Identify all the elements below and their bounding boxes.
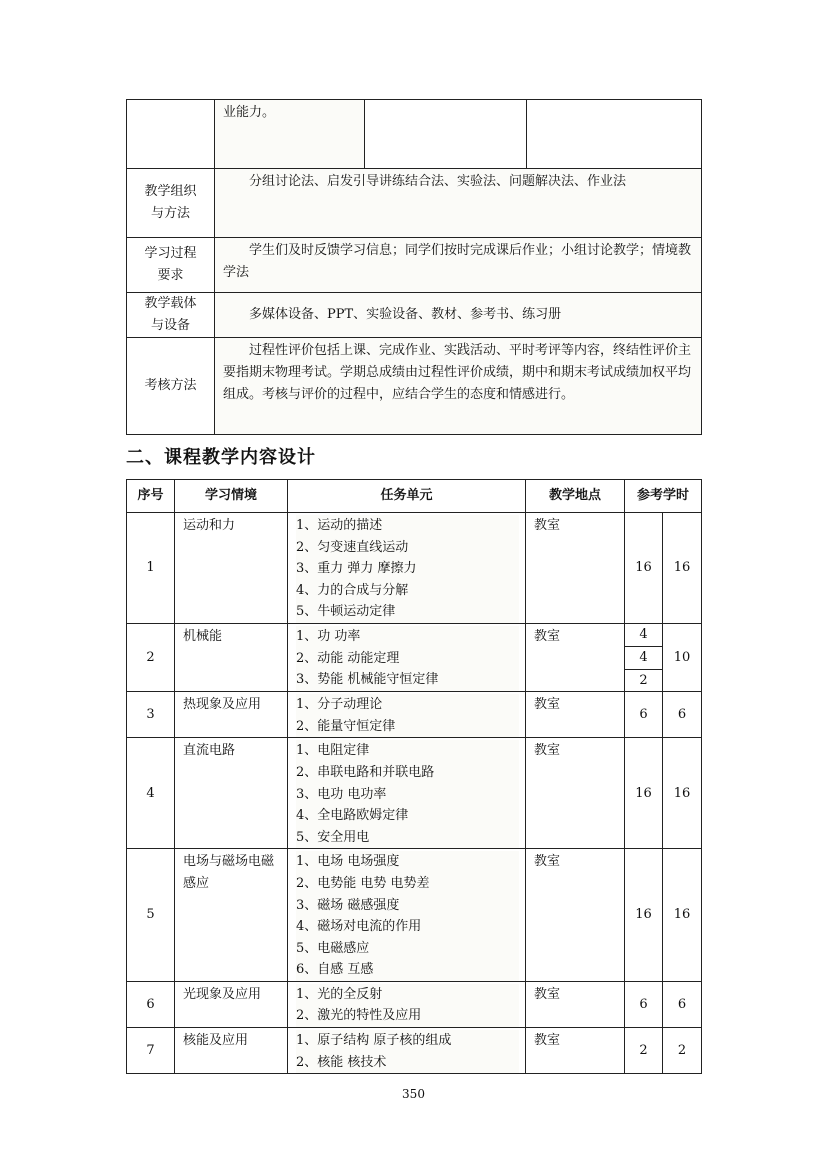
table-row xyxy=(127,738,702,849)
method-row xyxy=(127,293,702,338)
continuation-text: 业能力。 xyxy=(215,100,365,169)
row-tasks xyxy=(288,1028,526,1074)
row-hours: 6 xyxy=(625,981,663,1027)
task-item: 2、匀变速直线运动 xyxy=(296,537,519,559)
content-table xyxy=(126,479,702,1074)
row-hours-total: 2 xyxy=(663,1028,702,1074)
row-hours: 2 xyxy=(625,1028,663,1074)
row-location: 教室 xyxy=(526,1028,625,1074)
task-item: 3、势能 机械能守恒定律 xyxy=(296,669,519,691)
row-location: 教室 xyxy=(526,513,625,624)
task-item: 2、串联电路和并联电路 xyxy=(296,762,519,784)
method-text: 多媒体设备、PPT、实验设备、教材、参考书、练习册 xyxy=(215,293,702,338)
row-tasks xyxy=(288,692,526,738)
continuation-row xyxy=(127,100,702,169)
row-location: 教室 xyxy=(526,692,625,738)
task-item: 4、力的合成与分解 xyxy=(296,580,519,602)
task-item: 2、能量守恒定律 xyxy=(296,716,519,738)
task-item: 2、电势能 电势 电势差 xyxy=(296,873,519,895)
table-row xyxy=(127,513,702,624)
row-situation: 运动和力 xyxy=(175,513,288,624)
row-number: 7 xyxy=(127,1028,175,1074)
row-number: 2 xyxy=(127,623,175,691)
task-item: 1、电阻定律 xyxy=(296,740,519,762)
method-row xyxy=(127,238,702,293)
row-situation: 机械能 xyxy=(175,623,288,691)
row-number: 6 xyxy=(127,981,175,1027)
task-item: 3、重力 弹力 摩擦力 xyxy=(296,558,519,580)
table-row xyxy=(127,623,702,646)
task-item: 4、全电路欧姆定律 xyxy=(296,805,519,827)
task-item: 1、电场 电场强度 xyxy=(296,851,519,873)
table-row xyxy=(127,849,702,982)
row-hours-total: 16 xyxy=(663,738,702,849)
row-hours: 16 xyxy=(625,513,663,624)
row-hours: 16 xyxy=(625,738,663,849)
row-location: 教室 xyxy=(526,849,625,982)
row-hours-total: 16 xyxy=(663,849,702,982)
row-hours-total: 6 xyxy=(663,981,702,1027)
empty-cell xyxy=(127,100,215,169)
row-location: 教室 xyxy=(526,738,625,849)
teaching-method-table xyxy=(126,99,702,435)
method-text: 学生们及时反馈学习信息；同学们按时完成课后作业；小组讨论教学；情境教学法 xyxy=(215,238,702,293)
task-item: 1、原子结构 原子核的组成 xyxy=(296,1030,519,1052)
row-number: 4 xyxy=(127,738,175,849)
task-item: 6、自感 互感 xyxy=(296,959,519,981)
method-label: 考核方法 xyxy=(127,338,215,435)
task-item: 5、安全用电 xyxy=(296,827,519,849)
header-hours: 参考学时 xyxy=(625,480,702,513)
row-hours-part: 4 xyxy=(625,623,663,646)
task-item: 3、磁场 磁感强度 xyxy=(296,895,519,917)
row-tasks xyxy=(288,738,526,849)
method-text: 过程性评价包括上课、完成作业、实践活动、平时考评等内容，终结性评价主要指期末物理考试。学期总成绩由过程性评价成绩，期中和期末考试成绩加权平均组成。考核与评价的过程中，应结合学生的态度和情感进行。 xyxy=(215,338,702,435)
table-row xyxy=(127,981,702,1027)
row-hours-total: 6 xyxy=(663,692,702,738)
row-hours-part: 2 xyxy=(625,669,663,692)
row-number: 5 xyxy=(127,849,175,982)
method-row xyxy=(127,169,702,238)
header-task: 任务单元 xyxy=(288,480,526,513)
row-situation: 热现象及应用 xyxy=(175,692,288,738)
row-situation: 直流电路 xyxy=(175,738,288,849)
task-item: 5、电磁感应 xyxy=(296,938,519,960)
task-item: 1、功 功率 xyxy=(296,626,519,648)
task-item: 2、激光的特性及应用 xyxy=(296,1005,519,1027)
row-number: 3 xyxy=(127,692,175,738)
task-item: 2、核能 核技术 xyxy=(296,1052,519,1074)
row-number: 1 xyxy=(127,513,175,624)
table-row xyxy=(127,692,702,738)
row-hours-part: 4 xyxy=(625,646,663,669)
method-label: 教学组织 与方法 xyxy=(127,169,215,238)
row-tasks xyxy=(288,623,526,691)
task-item: 1、分子动理论 xyxy=(296,694,519,716)
table-row xyxy=(127,1028,702,1074)
empty-cell xyxy=(365,100,527,169)
row-situation: 光现象及应用 xyxy=(175,981,288,1027)
method-label: 教学载体 与设备 xyxy=(127,293,215,338)
header-location: 教学地点 xyxy=(526,480,625,513)
row-location: 教室 xyxy=(526,981,625,1027)
row-situation: 电场与磁场电磁感应 xyxy=(175,849,288,982)
empty-cell xyxy=(527,100,702,169)
task-item: 2、动能 动能定理 xyxy=(296,648,519,670)
row-hours-total: 16 xyxy=(663,513,702,624)
row-hours: 16 xyxy=(625,849,663,982)
task-item: 4、磁场对电流的作用 xyxy=(296,916,519,938)
method-label: 学习过程 要求 xyxy=(127,238,215,293)
method-text: 分组讨论法、启发引导讲练结合法、实验法、问题解决法、作业法 xyxy=(215,169,702,238)
row-hours-total: 10 xyxy=(663,623,702,691)
section-title: 二、课程教学内容设计 xyxy=(126,447,316,468)
task-item: 5、牛顿运动定律 xyxy=(296,601,519,623)
row-situation: 核能及应用 xyxy=(175,1028,288,1074)
row-tasks xyxy=(288,849,526,982)
row-location: 教室 xyxy=(526,623,625,691)
table-header-row xyxy=(127,480,702,513)
task-item: 1、运动的描述 xyxy=(296,515,519,537)
row-tasks xyxy=(288,513,526,624)
page-number: 350 xyxy=(402,1087,425,1101)
row-tasks xyxy=(288,981,526,1027)
task-item: 1、光的全反射 xyxy=(296,984,519,1006)
task-item: 3、电功 电功率 xyxy=(296,784,519,806)
method-row xyxy=(127,338,702,435)
header-situation: 学习情境 xyxy=(175,480,288,513)
header-no: 序号 xyxy=(127,480,175,513)
row-hours: 6 xyxy=(625,692,663,738)
